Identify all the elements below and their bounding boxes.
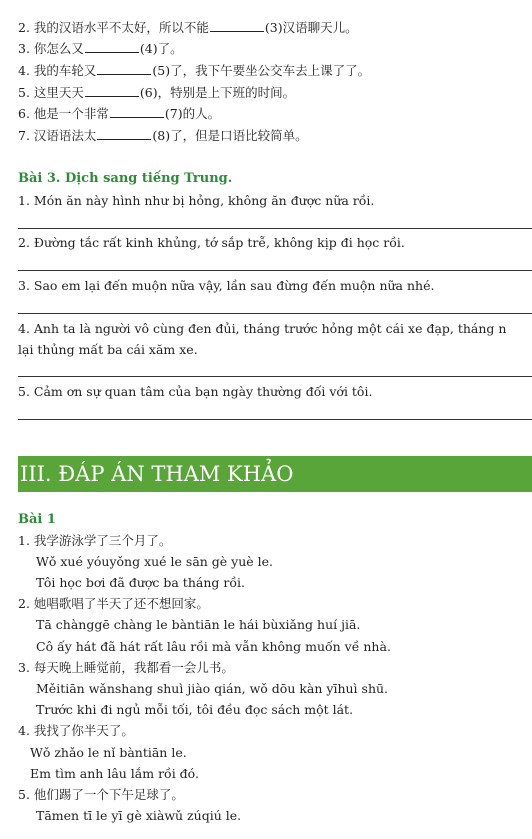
blank-line bbox=[210, 21, 264, 32]
blank-line bbox=[110, 107, 164, 118]
answer-vietnamese: Trước khi đi ngủ mỗi tối, tôi đều đọc sách một lát. bbox=[36, 702, 354, 717]
fill-text: (4)了。 bbox=[139, 41, 183, 56]
answer-chinese: 2. 她唱歌唱了半天了还不想回家。 bbox=[18, 596, 209, 611]
section-title-banner: III. ĐÁP ÁN THAM KHẢO bbox=[18, 456, 532, 492]
fill-item bbox=[18, 106, 220, 122]
answer-line bbox=[18, 313, 532, 314]
fill-text: (8)了，但是口语比较简单。 bbox=[152, 128, 308, 143]
answer-line bbox=[18, 376, 532, 377]
fill-text: 5. 这里天天 bbox=[18, 85, 84, 100]
fill-text: (6)，特别是上下班的时间。 bbox=[139, 85, 296, 100]
fill-text: (7)的人。 bbox=[164, 106, 221, 121]
answer-vietnamese: Cô ấy hát đã hát rất lâu rồi mà vẫn không muốn về nhà. bbox=[36, 639, 391, 654]
answer-chinese: 5. 他们踢了一个下午足球了。 bbox=[18, 787, 184, 802]
answer-vietnamese: Em tìm anh lâu lắm rồi đó. bbox=[30, 766, 199, 781]
fill-text: 2. 我的汉语水平不太好，所以不能 bbox=[18, 20, 209, 35]
fill-text: 7. 汉语语法太 bbox=[18, 128, 97, 143]
answer-pinyin: Tāmen tī le yī gè xiàwǔ zúqiú le. bbox=[36, 808, 242, 823]
translation-prompt: 3. Sao em lại đến muộn nữa vậy, lần sau đừng đến muộn nữa nhé. bbox=[18, 278, 435, 293]
translation-prompt: 4. Anh ta là người vô cùng đen đủi, tháng trước hỏng một cái xe đạp, tháng n bbox=[18, 321, 507, 336]
answer-chinese: 1. 我学游泳学了三个月了。 bbox=[18, 533, 172, 548]
fill-text: (5)了，我下午要坐公交车去上课了了。 bbox=[152, 63, 371, 78]
blank-line bbox=[85, 42, 139, 53]
fill-text: 3. 你怎么又 bbox=[18, 41, 84, 56]
answer-pinyin: Wǒ zhǎo le nǐ bàntiān le. bbox=[30, 745, 187, 760]
exercise-heading: Bài 3. Dịch sang tiếng Trung. bbox=[18, 171, 233, 186]
answer-chinese: 3. 每天晚上睡觉前，我都看一会儿书。 bbox=[18, 660, 234, 675]
translation-prompt-cont: lại thủng mất ba cái xăm xe. bbox=[18, 342, 198, 357]
answer-line bbox=[18, 228, 532, 229]
blank-line bbox=[85, 86, 139, 97]
fill-item bbox=[18, 20, 358, 36]
answer-line bbox=[18, 270, 532, 271]
answer-line bbox=[18, 419, 532, 420]
answer-chinese: 4. 我找了你半天了。 bbox=[18, 723, 134, 738]
fill-item bbox=[18, 63, 370, 79]
answer-pinyin: Tā chànggē chàng le bàntiān le hái bùxiǎng huí jiā. bbox=[36, 617, 361, 632]
blank-line bbox=[97, 129, 151, 140]
answer-vietnamese: Tôi học bơi đã được ba tháng rồi. bbox=[36, 575, 245, 590]
translation-prompt: 1. Món ăn này hình như bị hỏng, không ăn được nữa rồi. bbox=[18, 193, 375, 208]
fill-text: (3)汉语聊天儿。 bbox=[264, 20, 358, 35]
translation-prompt: 5. Cảm ơn sự quan tâm của bạn ngày thường đối với tôi. bbox=[18, 384, 373, 399]
fill-item bbox=[18, 85, 295, 101]
fill-text: 6. 他是一个非常 bbox=[18, 106, 109, 121]
translation-prompt: 2. Đường tắc rất kinh khủng, tớ sắp trễ, không kịp đi học rồi. bbox=[18, 235, 405, 250]
answer-pinyin: Wǒ xué yóuyǒng xué le sān gè yuè le. bbox=[36, 554, 274, 569]
fill-text: 4. 我的车轮又 bbox=[18, 63, 97, 78]
fill-item bbox=[18, 41, 183, 57]
fill-item bbox=[18, 128, 308, 144]
answer-pinyin: Měitiān wǎnshang shuì jiào qián, wǒ dōu kàn yīhuì shū. bbox=[36, 681, 389, 696]
blank-line bbox=[97, 64, 151, 75]
exercise-heading: Bài 1 bbox=[18, 512, 56, 527]
